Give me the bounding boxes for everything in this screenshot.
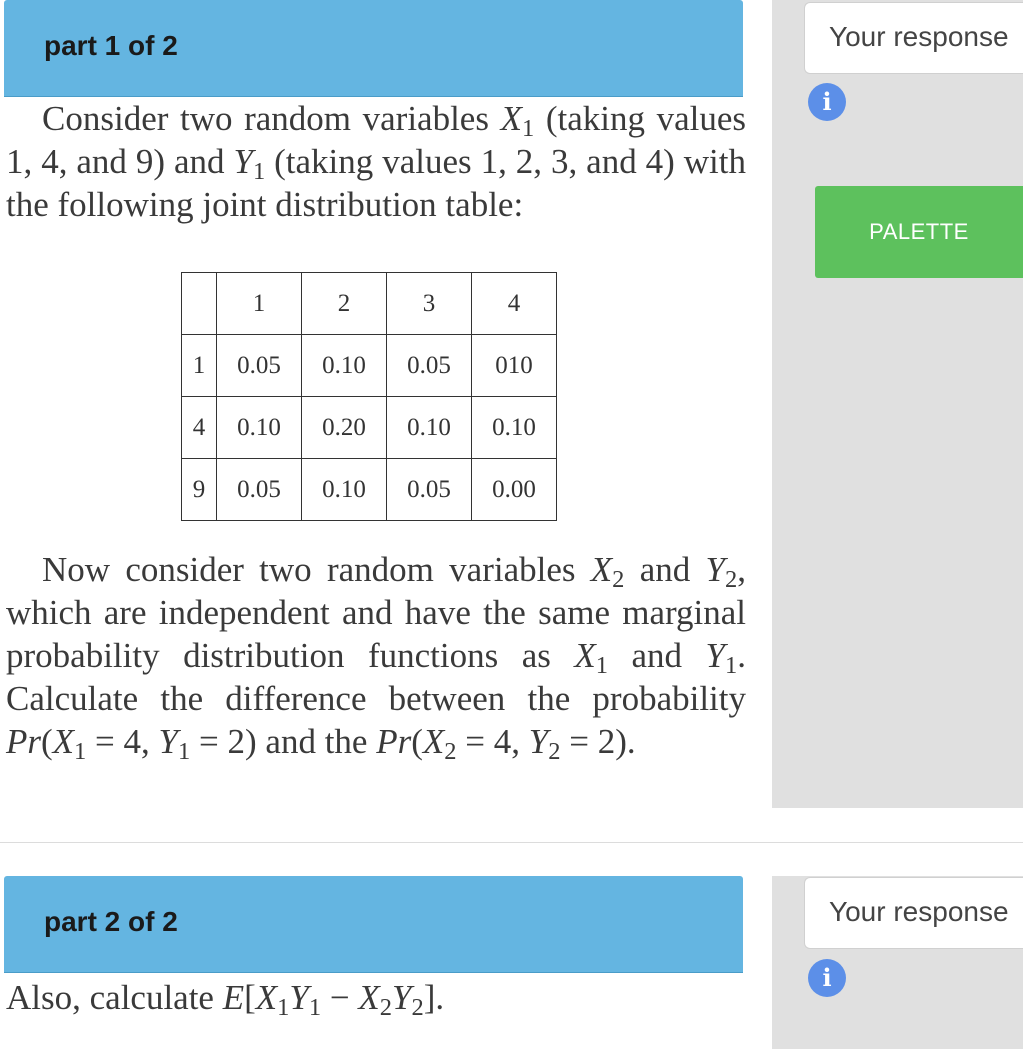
joint-distribution-table bbox=[181, 272, 557, 521]
table-cell: 0.05 bbox=[217, 459, 302, 521]
part1-title: part 1 of 2 bbox=[44, 30, 178, 61]
response-placeholder: Your response bbox=[829, 21, 1009, 52]
part2-title: part 2 of 2 bbox=[44, 906, 178, 937]
table-row bbox=[182, 335, 557, 397]
table-cell: 3 bbox=[387, 273, 472, 335]
response-placeholder: Your response bbox=[829, 896, 1009, 927]
table-cell: 0.10 bbox=[302, 335, 387, 397]
table-cell: 0.20 bbox=[302, 397, 387, 459]
part1-question: Now consider two random variables $X_2$ and $Y_2$, which are independent and have the same marginal probability distribution functions as $X_1$ and $Y_1$. Calculate the difference between the probability $Pr(X_1 = 4$, $Y_1 = 2$) and the $Pr(X_2 = 4$, $Y_2 = 2$). bbox=[6, 550, 746, 766]
table-cell: 0.10 bbox=[472, 397, 557, 459]
table-header-row bbox=[182, 273, 557, 335]
table-cell: 9 bbox=[182, 459, 217, 521]
table-cell: 0.10 bbox=[387, 397, 472, 459]
table-cell: 2 bbox=[302, 273, 387, 335]
palette-button[interactable]: PALETTE bbox=[815, 186, 1023, 278]
info-icon[interactable]: i bbox=[808, 83, 846, 121]
table-cell: 1 bbox=[217, 273, 302, 335]
table-cell: 0.05 bbox=[387, 335, 472, 397]
part1-sidebar bbox=[772, 0, 1023, 808]
table-cell: 1 bbox=[182, 335, 217, 397]
table-cell: 4 bbox=[472, 273, 557, 335]
part2-header bbox=[4, 876, 743, 973]
table-cell: 010 bbox=[472, 335, 557, 397]
table-cell: 0.10 bbox=[217, 397, 302, 459]
table-cell: 0.05 bbox=[217, 335, 302, 397]
part1-response-field[interactable] bbox=[804, 2, 1023, 74]
part1-intro: Consider two random variables $X_1$ (taking values 1, 4, and 9) and $Y_1$ (taking values 1, 2, 3, and 4) with the following joint distribution table: bbox=[6, 99, 746, 224]
table-cell: 0.05 bbox=[387, 459, 472, 521]
part2-response-field[interactable] bbox=[804, 877, 1023, 949]
table-cell bbox=[182, 273, 217, 335]
table-cell: 0.10 bbox=[302, 459, 387, 521]
info-icon[interactable]: i bbox=[808, 959, 846, 997]
table-cell: 4 bbox=[182, 397, 217, 459]
table-row bbox=[182, 397, 557, 459]
table-row bbox=[182, 459, 557, 521]
part2-question: Also, calculate $E[X_1Y_1 - X_2Y_2]$. bbox=[6, 978, 445, 1022]
part1-header bbox=[4, 0, 743, 97]
table-cell: 0.00 bbox=[472, 459, 557, 521]
section-divider bbox=[0, 842, 1023, 843]
